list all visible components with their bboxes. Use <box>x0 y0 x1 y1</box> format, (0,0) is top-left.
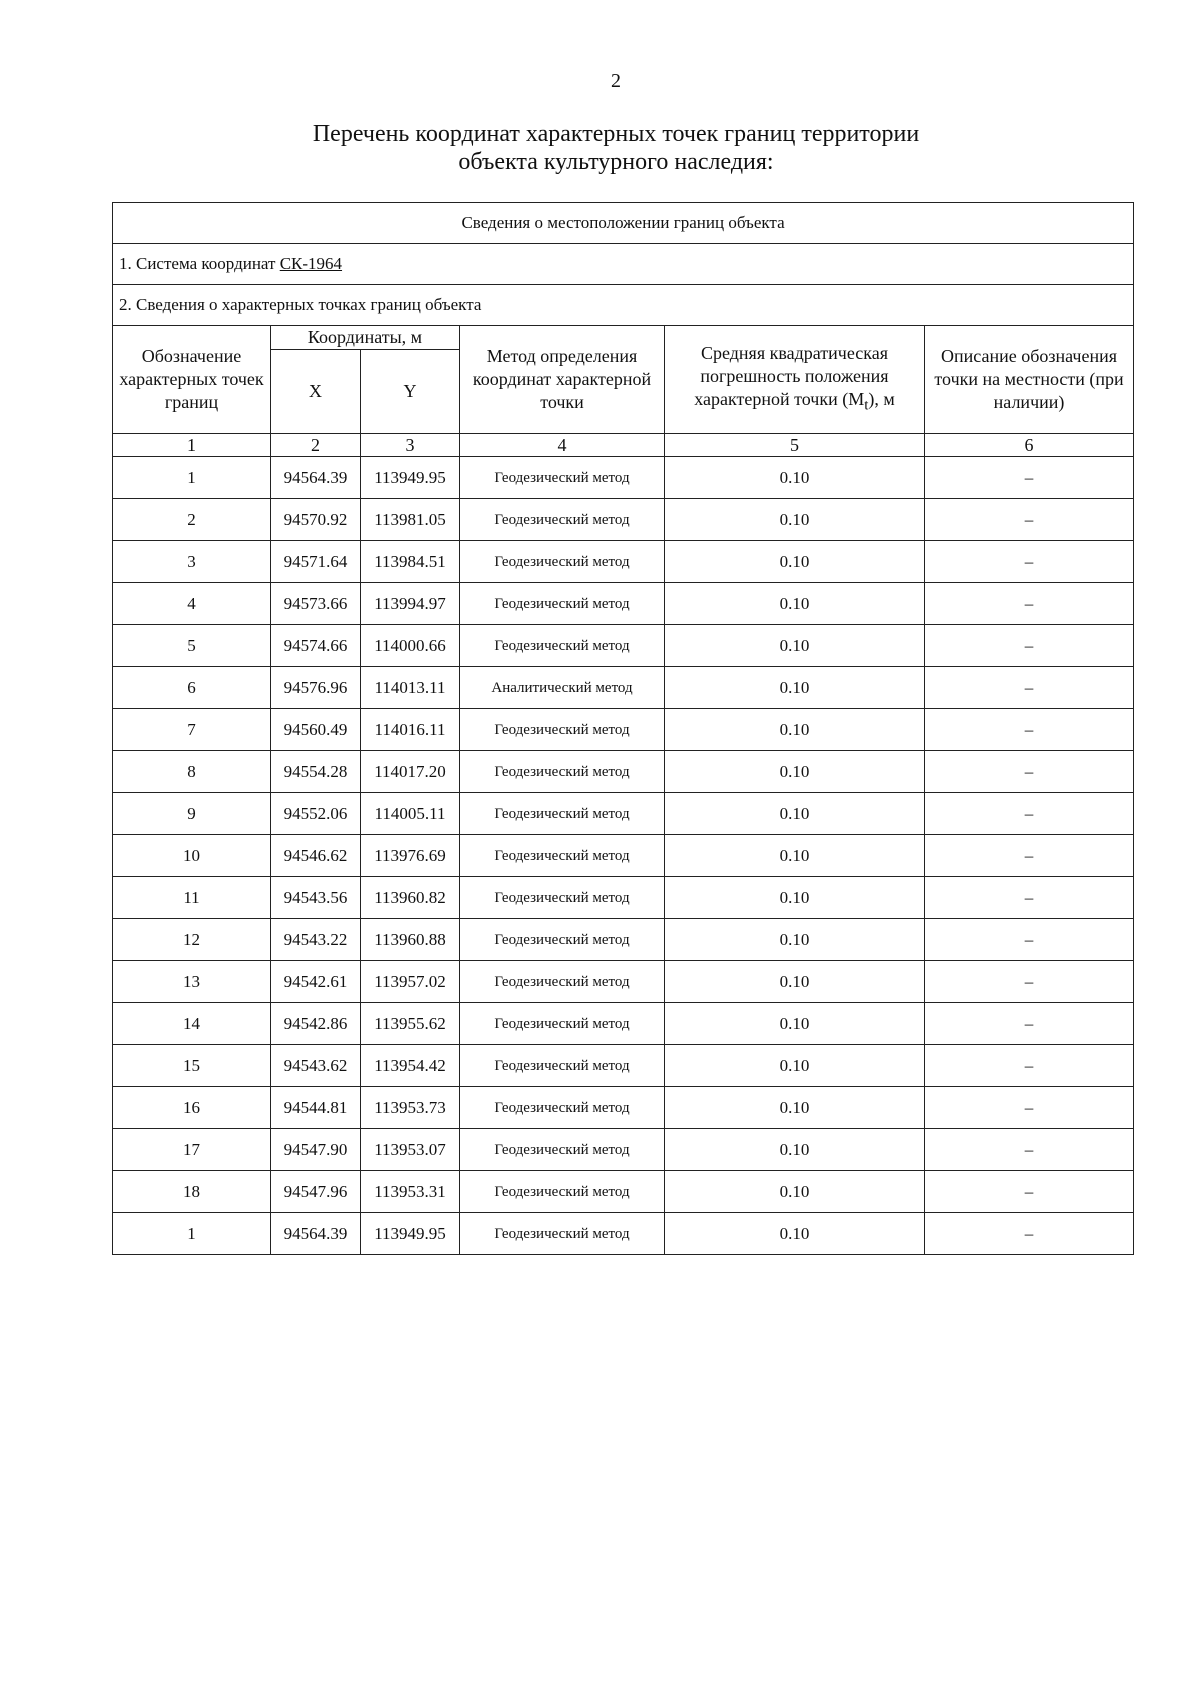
error-cell: 0.10 <box>665 835 925 877</box>
table-row <box>113 751 1134 793</box>
x-coordinate-cell: 94574.66 <box>271 625 361 667</box>
table-row <box>113 1171 1134 1213</box>
page-number: 2 <box>611 70 621 92</box>
description-cell: – <box>925 751 1134 793</box>
y-coordinate-cell: 114013.11 <box>361 667 460 709</box>
header-method: Метод определения координат характерной точки <box>460 326 665 434</box>
table-row <box>113 877 1134 919</box>
description-cell: – <box>925 1003 1134 1045</box>
method-cell: Геодезический метод <box>460 457 665 499</box>
description-cell: – <box>925 1171 1134 1213</box>
document-title-line-1: Перечень координат характерных точек границ территории <box>312 121 920 147</box>
description-cell: – <box>925 541 1134 583</box>
header-coordinates: Координаты, м <box>271 326 460 350</box>
y-coordinate-cell: 113994.97 <box>361 583 460 625</box>
method-cell: Геодезический метод <box>460 1129 665 1171</box>
y-coordinate-cell: 113954.42 <box>361 1045 460 1087</box>
table-body <box>113 457 1134 1255</box>
point-number-cell: 15 <box>113 1045 271 1087</box>
error-cell: 0.10 <box>665 457 925 499</box>
point-number-cell: 12 <box>113 919 271 961</box>
table-row <box>113 1213 1134 1255</box>
description-cell: – <box>925 961 1134 1003</box>
x-coordinate-cell: 94543.22 <box>271 919 361 961</box>
description-cell: – <box>925 877 1134 919</box>
error-cell: 0.10 <box>665 1129 925 1171</box>
column-number: 6 <box>925 434 1134 457</box>
error-cell: 0.10 <box>665 1213 925 1255</box>
table-row <box>113 793 1134 835</box>
method-cell: Геодезический метод <box>460 751 665 793</box>
x-coordinate-cell: 94543.62 <box>271 1045 361 1087</box>
method-cell: Геодезический метод <box>460 625 665 667</box>
y-coordinate-cell: 113953.73 <box>361 1087 460 1129</box>
header-error <box>665 326 925 434</box>
column-number: 1 <box>113 434 271 457</box>
method-cell: Геодезический метод <box>460 1213 665 1255</box>
table-row <box>113 541 1134 583</box>
table-row <box>113 1087 1134 1129</box>
header-y: Y <box>361 350 460 434</box>
description-cell: – <box>925 835 1134 877</box>
column-number: 4 <box>460 434 665 457</box>
y-coordinate-cell: 113949.95 <box>361 457 460 499</box>
table-row <box>113 625 1134 667</box>
point-number-cell: 3 <box>113 541 271 583</box>
point-number-cell: 10 <box>113 835 271 877</box>
error-cell: 0.10 <box>665 499 925 541</box>
x-coordinate-cell: 94547.96 <box>271 1171 361 1213</box>
method-cell: Геодезический метод <box>460 709 665 751</box>
description-cell: – <box>925 709 1134 751</box>
y-coordinate-cell: 113976.69 <box>361 835 460 877</box>
y-coordinate-cell: 113953.07 <box>361 1129 460 1171</box>
column-number: 3 <box>361 434 460 457</box>
table-row <box>113 583 1134 625</box>
y-coordinate-cell: 113960.88 <box>361 919 460 961</box>
method-cell: Геодезический метод <box>460 499 665 541</box>
error-cell: 0.10 <box>665 961 925 1003</box>
description-cell: – <box>925 457 1134 499</box>
error-cell: 0.10 <box>665 1045 925 1087</box>
method-cell: Геодезический метод <box>460 919 665 961</box>
method-cell: Геодезический метод <box>460 1171 665 1213</box>
point-number-cell: 1 <box>113 1213 271 1255</box>
y-coordinate-cell: 114005.11 <box>361 793 460 835</box>
section-header: Сведения о местоположении границ объекта <box>113 203 1134 244</box>
point-number-cell: 16 <box>113 1087 271 1129</box>
error-cell: 0.10 <box>665 793 925 835</box>
error-cell: 0.10 <box>665 667 925 709</box>
table-row <box>113 667 1134 709</box>
coordinates-table <box>112 202 1134 1255</box>
x-coordinate-cell: 94546.62 <box>271 835 361 877</box>
header-description: Описание обозначения точки на местности (при наличии) <box>925 326 1134 434</box>
table-row <box>113 1129 1134 1171</box>
y-coordinate-cell: 113949.95 <box>361 1213 460 1255</box>
column-number-row <box>113 434 1134 457</box>
method-cell: Аналитический метод <box>460 667 665 709</box>
error-cell: 0.10 <box>665 1171 925 1213</box>
point-number-cell: 14 <box>113 1003 271 1045</box>
description-cell: – <box>925 1129 1134 1171</box>
table-row <box>113 835 1134 877</box>
y-coordinate-cell: 113984.51 <box>361 541 460 583</box>
document-title-line-2: объекта культурного наследия: <box>458 149 774 175</box>
coordinate-system-value: СК-1964 <box>279 254 343 273</box>
table-row <box>113 1003 1134 1045</box>
error-cell: 0.10 <box>665 877 925 919</box>
table-row <box>113 709 1134 751</box>
x-coordinate-cell: 94542.61 <box>271 961 361 1003</box>
method-cell: Геодезический метод <box>460 1003 665 1045</box>
x-coordinate-cell: 94544.81 <box>271 1087 361 1129</box>
description-cell: – <box>925 919 1134 961</box>
y-coordinate-cell: 113957.02 <box>361 961 460 1003</box>
x-coordinate-cell: 94552.06 <box>271 793 361 835</box>
description-cell: – <box>925 1213 1134 1255</box>
method-cell: Геодезический метод <box>460 541 665 583</box>
column-number: 5 <box>665 434 925 457</box>
error-cell: 0.10 <box>665 625 925 667</box>
method-cell: Геодезический метод <box>460 877 665 919</box>
coordinate-system-label: 1. Система координат <box>119 254 280 273</box>
header-error-text: Средняя квадратическая погрешность положения характерной точки (M <box>694 342 889 409</box>
error-cell: 0.10 <box>665 751 925 793</box>
table-row <box>113 1045 1134 1087</box>
y-coordinate-cell: 113960.82 <box>361 877 460 919</box>
y-coordinate-cell: 114017.20 <box>361 751 460 793</box>
point-number-cell: 4 <box>113 583 271 625</box>
y-coordinate-cell: 113955.62 <box>361 1003 460 1045</box>
table-row <box>113 919 1134 961</box>
error-cell: 0.10 <box>665 583 925 625</box>
method-cell: Геодезический метод <box>460 1045 665 1087</box>
point-number-cell: 11 <box>113 877 271 919</box>
point-number-cell: 9 <box>113 793 271 835</box>
point-number-cell: 5 <box>113 625 271 667</box>
point-number-cell: 13 <box>113 961 271 1003</box>
point-number-cell: 6 <box>113 667 271 709</box>
header-designation: Обозначение характерных точек границ <box>113 326 271 434</box>
point-number-cell: 18 <box>113 1171 271 1213</box>
x-coordinate-cell: 94547.90 <box>271 1129 361 1171</box>
header-error-subscript: t <box>864 397 869 414</box>
points-section-label: 2. Сведения о характерных точках границ объекта <box>113 285 1134 326</box>
description-cell: – <box>925 1045 1134 1087</box>
description-cell: – <box>925 793 1134 835</box>
x-coordinate-cell: 94573.66 <box>271 583 361 625</box>
point-number-cell: 1 <box>113 457 271 499</box>
error-cell: 0.10 <box>665 1003 925 1045</box>
x-coordinate-cell: 94543.56 <box>271 877 361 919</box>
x-coordinate-cell: 94564.39 <box>271 457 361 499</box>
x-coordinate-cell: 94570.92 <box>271 499 361 541</box>
header-x: X <box>271 350 361 434</box>
description-cell: – <box>925 583 1134 625</box>
point-number-cell: 7 <box>113 709 271 751</box>
table-row <box>113 961 1134 1003</box>
coordinate-system-row <box>113 244 1134 285</box>
table-row <box>113 499 1134 541</box>
header-error-unit: ), м <box>868 388 895 409</box>
point-number-cell: 17 <box>113 1129 271 1171</box>
y-coordinate-cell: 113953.31 <box>361 1171 460 1213</box>
x-coordinate-cell: 94564.39 <box>271 1213 361 1255</box>
x-coordinate-cell: 94571.64 <box>271 541 361 583</box>
method-cell: Геодезический метод <box>460 961 665 1003</box>
x-coordinate-cell: 94542.86 <box>271 1003 361 1045</box>
method-cell: Геодезический метод <box>460 835 665 877</box>
method-cell: Геодезический метод <box>460 1087 665 1129</box>
document-title <box>0 120 1200 176</box>
table-row <box>113 457 1134 499</box>
point-number-cell: 8 <box>113 751 271 793</box>
description-cell: – <box>925 667 1134 709</box>
x-coordinate-cell: 94560.49 <box>271 709 361 751</box>
error-cell: 0.10 <box>665 919 925 961</box>
description-cell: – <box>925 499 1134 541</box>
method-cell: Геодезический метод <box>460 793 665 835</box>
description-cell: – <box>925 625 1134 667</box>
error-cell: 0.10 <box>665 541 925 583</box>
point-number-cell: 2 <box>113 499 271 541</box>
y-coordinate-cell: 114016.11 <box>361 709 460 751</box>
y-coordinate-cell: 113981.05 <box>361 499 460 541</box>
x-coordinate-cell: 94576.96 <box>271 667 361 709</box>
x-coordinate-cell: 94554.28 <box>271 751 361 793</box>
column-number: 2 <box>271 434 361 457</box>
y-coordinate-cell: 114000.66 <box>361 625 460 667</box>
error-cell: 0.10 <box>665 709 925 751</box>
error-cell: 0.10 <box>665 1087 925 1129</box>
description-cell: – <box>925 1087 1134 1129</box>
method-cell: Геодезический метод <box>460 583 665 625</box>
